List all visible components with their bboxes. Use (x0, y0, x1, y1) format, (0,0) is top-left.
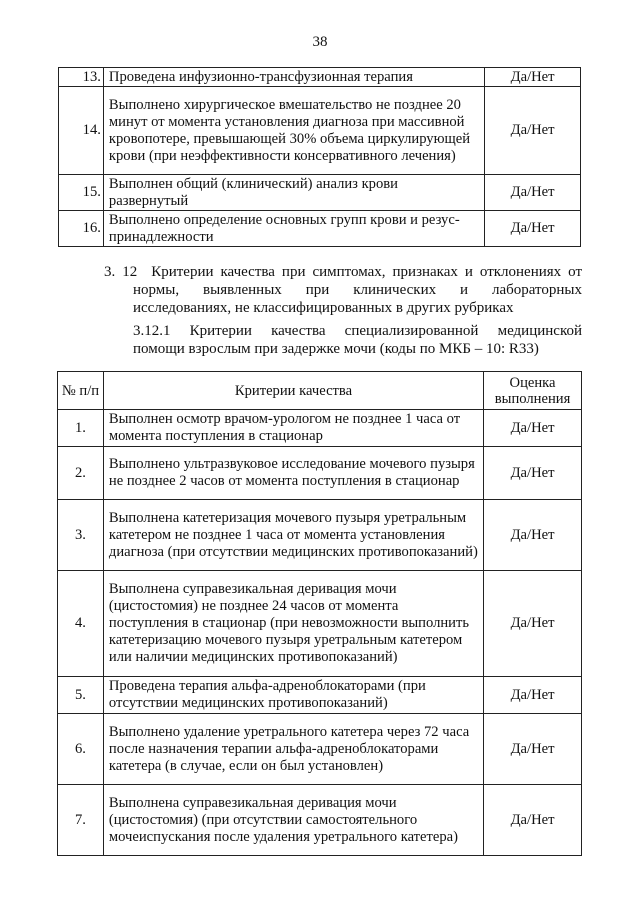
evaluation-value: Да/Нет (485, 175, 581, 211)
criterion-text: Выполнено удаление уретрального катетера через 72 часа после назначения терапии альфа-адреноблокаторами катетера (в случае, если он был установлен) (103, 714, 483, 785)
criterion-text: Выполнено определение основных групп крови и резус-принадлежности (103, 211, 484, 247)
subsection-heading (133, 322, 582, 358)
evaluation-value: Да/Нет (484, 785, 582, 856)
section-title-line-2: нормы, выявленных при клинических и лабораторных (133, 282, 582, 298)
evaluation-value: Да/Нет (484, 571, 582, 677)
evaluation-value: Да/Нет (484, 677, 582, 714)
table-header-row (58, 372, 582, 410)
table-row (58, 714, 582, 785)
criterion-text: Проведена инфузионно-трансфузионная терапия (103, 68, 484, 87)
subsection-title-line-1: 3.12.1 Критерии качества специализированной медицинской (133, 323, 582, 339)
evaluation-value: Да/Нет (484, 500, 582, 571)
evaluation-value: Да/Нет (484, 410, 582, 447)
page-number: 38 (312, 34, 328, 50)
section-number: 3. 12 (104, 264, 138, 280)
table-row (59, 68, 581, 87)
criterion-text: Выполнена суправезикальная деривация мочи (цистостомия) (при отсутствии самостоятельного мочеиспускания после удаления уретрального катетера) (103, 785, 483, 856)
evaluation-value: Да/Нет (484, 447, 582, 500)
row-number: 2. (58, 447, 104, 500)
section-title-line-3: исследованиях, не классифицированных в других рубриках (133, 300, 514, 316)
row-number: 13. (59, 68, 104, 87)
criterion-text: Выполнено хирургическое вмешательство не позднее 20 минут от момента установления диагноза при массивной кровопотере, превышающей 30% объема циркулирующей крови (при неэффективности консервативного лечения) (103, 87, 484, 175)
row-number: 5. (58, 677, 104, 714)
row-number: 14. (59, 87, 104, 175)
header-number: № п/п (58, 372, 104, 410)
criteria-table-r33 (57, 371, 582, 856)
criterion-text: Выполнен общий (клинический) анализ крови развернутый (103, 175, 484, 211)
table-row (58, 785, 582, 856)
row-number: 7. (58, 785, 104, 856)
section-title-line-1: Критерии качества при симптомах, признаках и отклонениях от (151, 264, 582, 280)
header-criterion: Критерии качества (103, 372, 483, 410)
table-row (58, 500, 582, 571)
header-evaluation: Оценка выполнения (484, 372, 582, 410)
table-row (58, 677, 582, 714)
section-heading (104, 263, 582, 317)
table-row (58, 571, 582, 677)
criteria-table-continued (58, 67, 581, 247)
row-number: 15. (59, 175, 104, 211)
table-row (58, 410, 582, 447)
table-row (59, 175, 581, 211)
table-row (58, 447, 582, 500)
evaluation-value: Да/Нет (485, 87, 581, 175)
row-number: 3. (58, 500, 104, 571)
table-row (59, 211, 581, 247)
evaluation-value: Да/Нет (484, 714, 582, 785)
evaluation-value: Да/Нет (485, 68, 581, 87)
criterion-text: Проведена терапия альфа-адреноблокаторами (при отсутствии медицинских противопоказаний) (103, 677, 483, 714)
row-number: 6. (58, 714, 104, 785)
row-number: 4. (58, 571, 104, 677)
evaluation-value: Да/Нет (485, 211, 581, 247)
criterion-text: Выполнено ультразвуковое исследование мочевого пузыря не позднее 2 часов от момента поступления в стационар (103, 447, 483, 500)
criterion-text: Выполнена катетеризация мочевого пузыря уретральным катетером не позднее 1 часа от момента установления диагноза (при отсутствии медицинских противопоказаний) (103, 500, 483, 571)
table-row (59, 87, 581, 175)
subsection-title-line-2: помощи взрослым при задержке мочи (коды по МКБ – 10: R33) (133, 341, 539, 357)
row-number: 1. (58, 410, 104, 447)
criterion-text: Выполнен осмотр врачом-урологом не позднее 1 часа от момента поступления в стационар (103, 410, 483, 447)
criterion-text: Выполнена суправезикальная деривация мочи (цистостомия) не позднее 24 часов от момента поступления в стационар (при невозможности выполнить катетеризацию мочевого пузыря уретральным катетером или наличии медицинских противопоказаний) (103, 571, 483, 677)
row-number: 16. (59, 211, 104, 247)
